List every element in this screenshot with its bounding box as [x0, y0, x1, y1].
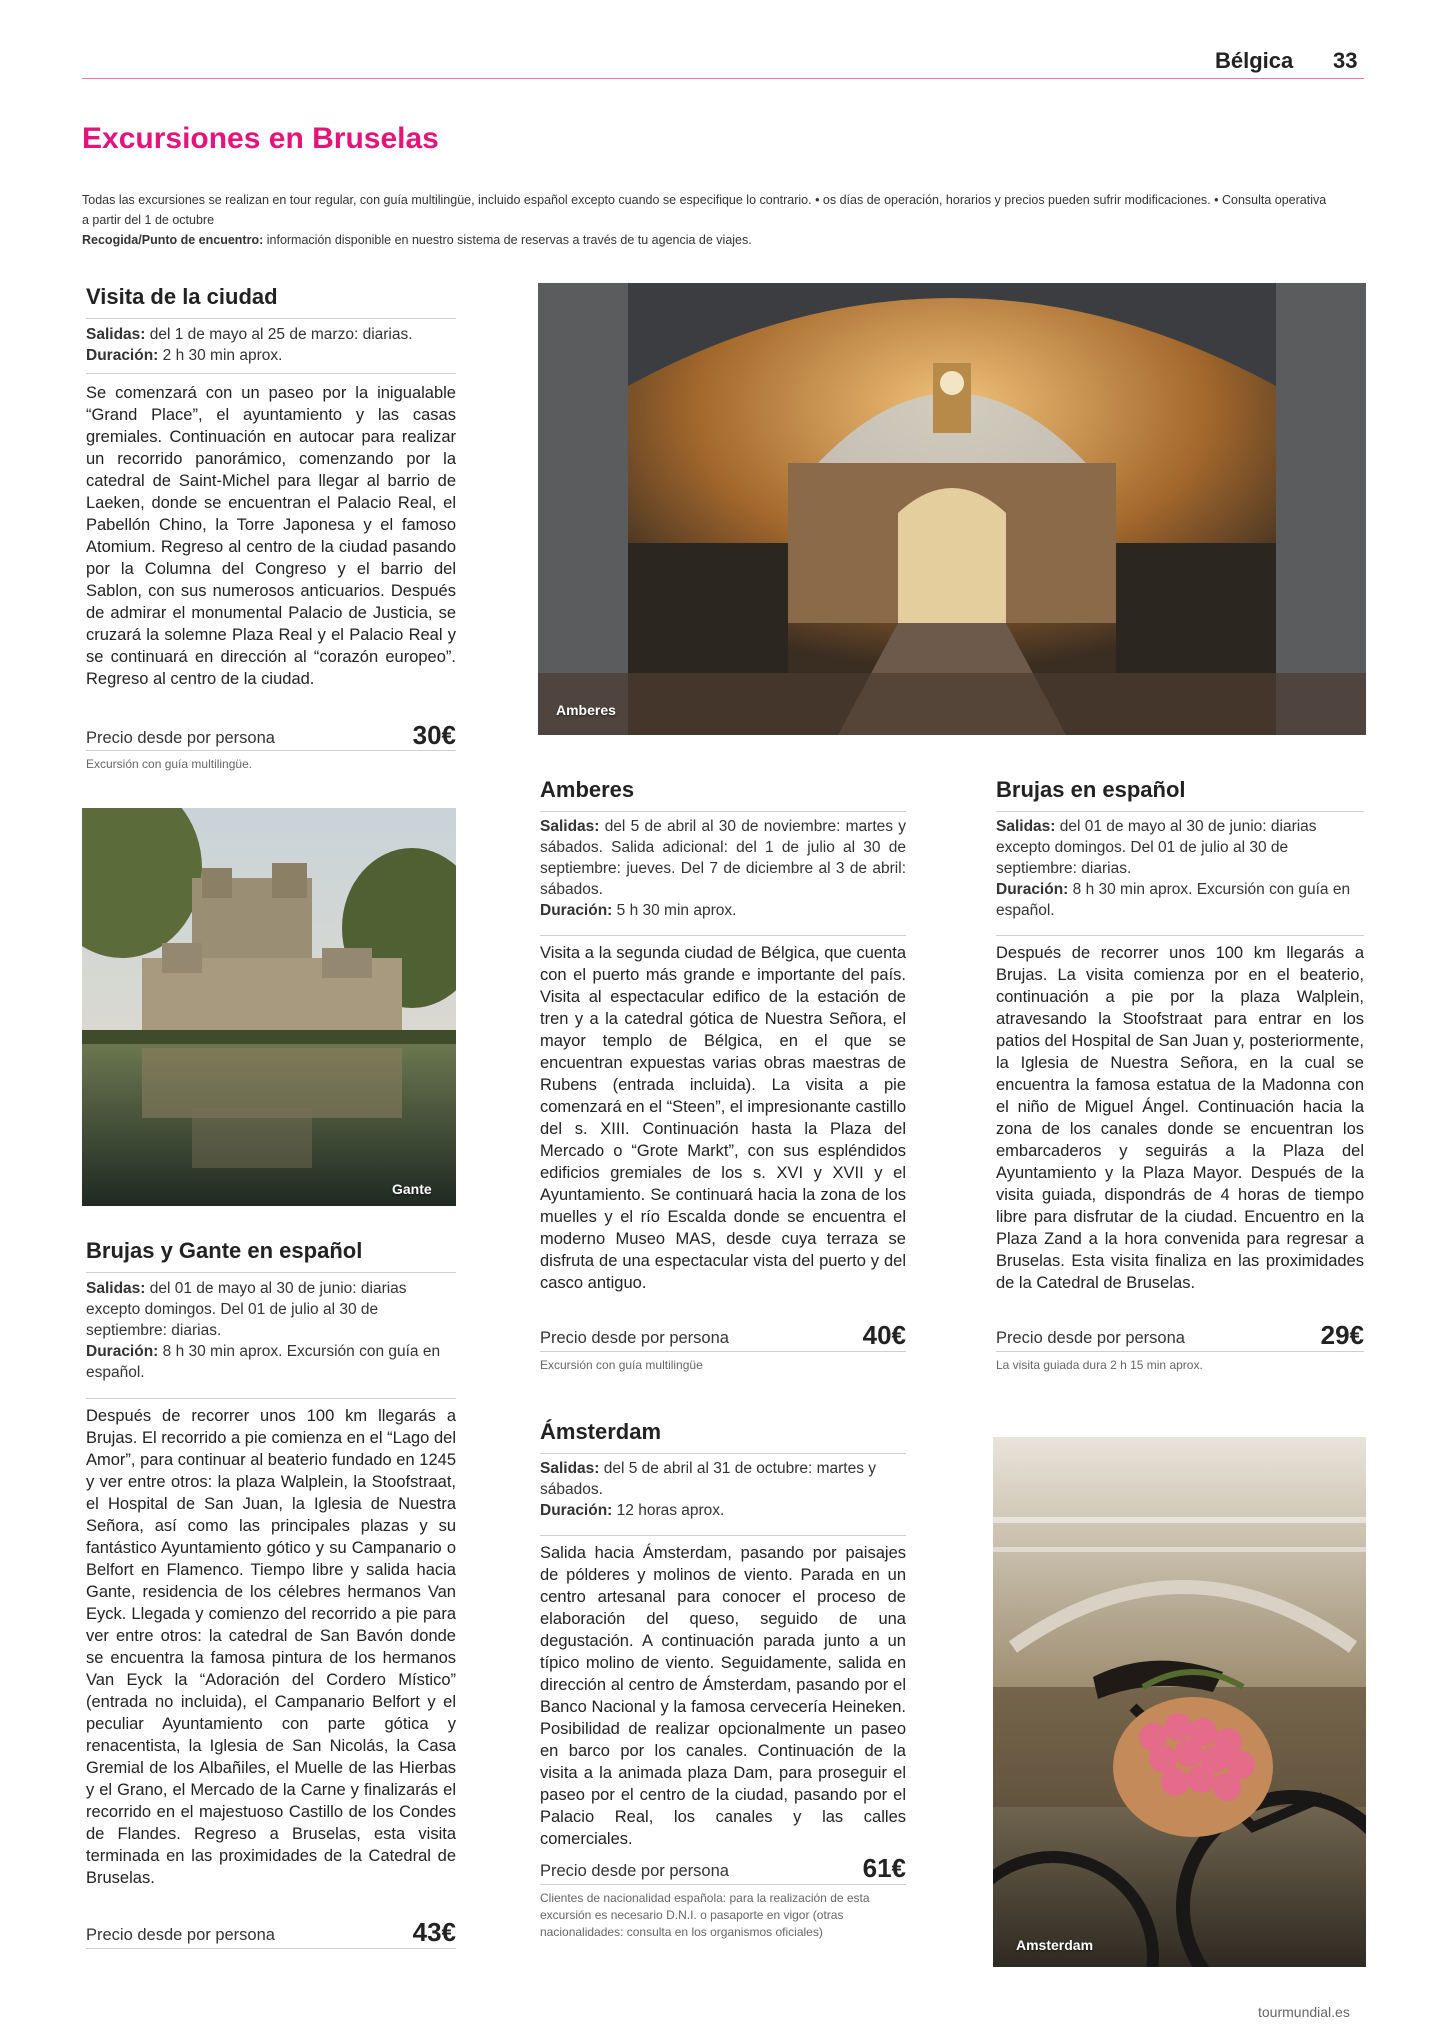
tour-title-ciudad: Visita de la ciudad: [86, 284, 278, 309]
tour-description-brujas: Después de recorrer unos 100 km llegarás a Brujas. La visita comienza por en el beaterio, continuación a pie por la plaza Walplein, atravesando la Stoofstraat para entrar en los patios del Hospital de San Juan y, posteriormente, la Iglesia de Nuestra Señora, en la cual se encuentra la famosa estatua de la Madonna con el niño de Miguel Ángel. Continuación hacia la zona de los canales donde se encuentran los embarcaderos y seguirás a la Plaza del Ayuntamiento y la Plaza Mayor. Después de la visita guiada, dispondrás de 4 horas de tiempo libre para disfrutar de la ciudad. Encuentro en la Plaza Zand a la hora convenida para regresar a Bruselas. Esta visita finaliza en las proximidades de la Catedral de Bruselas.: [996, 944, 1364, 1292]
price-label: Precio desde por persona: [996, 1329, 1185, 1347]
divider: [996, 811, 1364, 812]
price-amberes: 40€: [862, 1320, 906, 1350]
footer-url: tourmundial.es: [1258, 2004, 1350, 2020]
pickup-label: Recogida/Punto de encuentro:: [82, 233, 264, 247]
divider: [996, 1351, 1364, 1352]
divider: [86, 373, 456, 374]
divider: [996, 935, 1364, 936]
tour-meta-amsterdam: [540, 1458, 906, 1521]
salidas-label: Salidas:: [540, 1460, 600, 1477]
tour-note-amsterdam: Clientes de nacionalidad española: para la realización de esta excursión es necesario D.N.I. o pasaporte en vigor (otras nacionalidades: consulta en los organismos oficiales): [540, 1891, 870, 1939]
photo-caption-amsterdam: Amsterdam: [1016, 1937, 1094, 1953]
duracion-value: 8 h 30 min aprox. Excursión con guía en español.: [996, 881, 1351, 919]
tour-meta-brujas-gante: [86, 1278, 456, 1383]
divider: [540, 811, 906, 812]
intro-line: Todas las excursiones se realizan en tour regular, con guía multilingüe, incluido español excepto cuando se especifique lo contrario. • os días de operación, horarios y precios pueden sufrir modificaciones. • Consulta operativa a partir del 1 de octubre: [82, 193, 1327, 227]
photo-caption-amberes: Amberes: [556, 702, 616, 718]
bicycle-flowers-illustration: [993, 1437, 1366, 1967]
price-label: Precio desde por persona: [86, 729, 275, 747]
price-label: Precio desde por persona: [540, 1329, 729, 1347]
tour-meta-amberes: [540, 816, 906, 921]
divider: [540, 1884, 906, 1885]
duracion-label: Duración:: [540, 902, 613, 919]
tour-title-brujas-gante: Brujas y Gante en español: [86, 1238, 363, 1263]
tour-description-amsterdam: Salida hacia Ámsterdam, pasando por paisajes de pólderes y molinos de viento. Parada en un centro artesanal para conocer el proceso de elaboración del queso, seguido de una degustación. A continuación parada junto a un típico molino de viento. Seguidamente, salida en dirección al centro de Ámsterdam, pasando por el Banco Nacional y la famosa cervecería Heineken. Posibilidad de realizar opcionalmente un paseo en barco por los canales. Continuación de la visita a la animada plaza Dam, para proseguir el paseo por el centro de la ciudad, pasando por el Palacio Real, los canales y las calles comerciales.: [540, 1544, 906, 1848]
castle-illustration: [82, 808, 456, 1206]
divider: [86, 1272, 456, 1273]
duracion-value: 2 h 30 min aprox.: [158, 347, 283, 364]
duracion-label: Duración:: [996, 881, 1069, 898]
page-number: 33: [1333, 48, 1358, 73]
duracion-label: Duración:: [540, 1502, 613, 1519]
salidas-label: Salidas:: [86, 1280, 146, 1297]
price-brujas: 29€: [1320, 1320, 1364, 1350]
divider: [86, 318, 456, 319]
divider: [86, 750, 456, 751]
page-title: Excursiones en Bruselas: [82, 122, 439, 155]
salidas-label: Salidas:: [86, 326, 146, 343]
salidas-value: del 5 de abril al 31 de octubre: martes y sábados.: [540, 1460, 877, 1498]
photo-gante: [82, 808, 456, 1206]
salidas-value: del 5 de abril al 30 de noviembre: martes y sábados. Salida adicional: del 1 de julio al 30 de septiembre: jueves. Del 7 de diciembre al 3 de abril: sábados.: [540, 818, 906, 898]
tour-note-brujas: La visita guiada dura 2 h 15 min aprox.: [996, 1358, 1203, 1372]
tour-note-ciudad: Excursión con guía multilingüe.: [86, 757, 253, 771]
divider: [540, 1453, 906, 1454]
tour-meta-ciudad: [86, 324, 456, 366]
pickup-text: información disponible en nuestro sistema de reservas a través de tu agencia de viajes.: [263, 233, 752, 247]
salidas-label: Salidas:: [540, 818, 600, 835]
divider: [86, 1398, 456, 1399]
tour-description-ciudad: Se comenzará con un paseo por la inigualable “Grand Place”, el ayuntamiento y las casas gremiales. Continuación en autocar para realizar un recorrido panorámico, comenzando por la catedral de Saint-Michel para llegar al barrio de Laeken, donde se encuentran el Palacio Real, el Pabellón Chino, la Torre Japonesa y el famoso Atomium. Regreso al centro de la ciudad pasando por la Columna del Congreso y el barrio del Sablon, con sus numerosos anticuarios. Después de admirar el monumental Palacio de Justicia, se cruzará la solemne Plaza Real y el Palacio Real y se continuará en dirección al “corazón europeo”. Regreso al centro de la ciudad.: [86, 384, 456, 688]
tour-meta-brujas: [996, 816, 1364, 921]
section-title: Bélgica: [1215, 48, 1294, 73]
tour-title-amberes: Amberes: [540, 777, 635, 802]
duracion-value: 5 h 30 min aprox.: [612, 902, 737, 919]
photo-amsterdam: [993, 1437, 1366, 1967]
duracion-label: Duración:: [86, 347, 159, 364]
tour-note-amberes: Excursión con guía multilingüe: [540, 1358, 703, 1372]
header-divider: [82, 78, 1364, 79]
divider: [540, 1535, 906, 1536]
duracion-label: Duración:: [86, 1343, 159, 1360]
tour-description-brujas-gante: Después de recorrer unos 100 km llegarás a Brujas. El recorrido a pie comienza en el “Lago del Amor”, para continuar al beaterio fundado en 1245 y ver entre otros: la plaza Walplein, la Stoofstraat, el Hospital de San Juan, la Iglesia de Nuestra Señora, así como las principales plazas y su fantástico Ayuntamiento gótico y su Campanario o Belfort en Flamenco. Tiempo libre y salida hacia Gante, residencia de los célebres hermanos Van Eyck. Llegada y comienzo del recorrido a pie para ver entre otros: la catedral de San Bavón donde se encuentra la famosa pintura de los hermanos Van Eyck la “Adoración del Cordero Místico” (entrada no incluida), el Campanario Belfort y el peculiar Ayuntamiento con parte gótica y renacentista, la Iglesia de San Nicolás, la Casa Gremial de los Albañiles, el Muelle de las Hierbas y el Grano, el Mercado de la Carne y finalizarás el recorrido en el majestuoso Castillo de los Condes de Flandes. Regreso a Bruselas, esta visita terminada en las proximidades de la Catedral de Bruselas.: [86, 1407, 456, 1887]
photo-amberes: [538, 283, 1366, 735]
price-label: Precio desde por persona: [86, 1926, 275, 1944]
price-ciudad: 30€: [412, 720, 456, 750]
duracion-value: 12 horas aprox.: [612, 1502, 725, 1519]
tour-description-amberes: Visita a la segunda ciudad de Bélgica, que cuenta con el puerto más grande e importante del país. Visita al espectacular edifico de la estación de tren y a la catedral gótica de Nuestra Señora, el mayor templo de Bélgica, en el que se encuentran expuestas varias obras maestras de Rubens (entrada incluida). La visita a pie comenzará en el “Steen”, el impresionante castillo del s. XIII. Continuación hasta la Plaza del Mercado o “Grote Markt”, con sus espléndidos edificios gremiales de los s. XVI y XVII y el Ayuntamiento. Se continuará hacia la zona de los muelles y el río Escalda donde se encuentra el moderno Museo MAS, desde cuya terraza se disfruta de una espectacular vista del puerto y del casco antiguo.: [540, 944, 906, 1292]
tour-title-amsterdam: Ámsterdam: [540, 1419, 662, 1444]
divider: [86, 1948, 456, 1949]
salidas-label: Salidas:: [996, 818, 1056, 835]
salidas-value: del 1 de mayo al 25 de marzo: diarias.: [145, 326, 413, 343]
salidas-value: del 01 de mayo al 30 de junio: diarias excepto domingos. Del 01 de julio al 30 de septiembre: diarias.: [86, 1280, 407, 1339]
price-brujas-gante: 43€: [412, 1917, 456, 1947]
station-illustration: [538, 283, 1366, 735]
price-label: Precio desde por persona: [540, 1862, 729, 1880]
price-amsterdam: 61€: [862, 1853, 906, 1883]
intro-text: [82, 190, 1332, 250]
tour-title-brujas: Brujas en español: [996, 777, 1186, 802]
divider: [540, 1351, 906, 1352]
photo-caption-gante: Gante: [392, 1181, 432, 1197]
duracion-value: 8 h 30 min aprox. Excursión con guía en español.: [86, 1343, 441, 1381]
salidas-value: del 01 de mayo al 30 de junio: diarias excepto domingos. Del 01 de julio al 30 de septiembre: diarias.: [996, 818, 1317, 877]
divider: [540, 935, 906, 936]
